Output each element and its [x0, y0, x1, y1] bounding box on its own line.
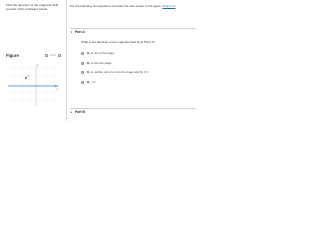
instructions	[70, 4, 190, 8]
figure-link[interactable]: (Figure 1)	[162, 4, 176, 8]
axis-y-label: y	[37, 64, 39, 67]
option-label: $B_1$ is out of the page.	[86, 51, 115, 57]
option-label: $B_1$ is into the page.	[86, 60, 113, 66]
chevron-right-icon: ▸	[70, 109, 73, 114]
part-b-header[interactable]	[70, 108, 196, 114]
figure[interactable]	[6, 60, 60, 112]
option-label: $B_1$ is neither out of or into the page and B₁ ≠ 0.	[86, 70, 149, 76]
prev-figure-button[interactable]: ‹	[46, 55, 47, 57]
radio-button[interactable]	[81, 71, 84, 74]
radio-button[interactable]	[81, 52, 84, 55]
problem-prompt: Find the direction of the magnetic field at each of the indicated points.	[6, 3, 59, 11]
current-arrow-icon	[55, 85, 58, 88]
axis-x-label: x	[56, 88, 58, 91]
part-a-header[interactable]	[70, 28, 196, 34]
left-panel	[0, 0, 64, 121]
figure-pager	[45, 54, 61, 57]
option-label: $B_1 = 0$.	[86, 79, 97, 85]
chevron-down-icon: ▾	[70, 29, 73, 34]
figure-title: Figure	[6, 53, 19, 58]
panel-divider	[66, 0, 67, 121]
right-panel	[68, 0, 200, 121]
figure-canvas	[6, 60, 60, 112]
page	[0, 0, 200, 121]
instructions-text: For the following two questions consider the wire shown in the figure.	[70, 4, 163, 8]
point-1-label: 1	[27, 75, 29, 78]
answer-options	[81, 49, 191, 87]
option-neither[interactable]	[81, 68, 191, 78]
part-b-title: Part B	[75, 109, 85, 114]
figure-pager-label: 1 of 1	[49, 54, 56, 57]
option-zero[interactable]	[81, 78, 191, 88]
part-a-question: What is the direction of the magnetic field B₁ at Point 1?	[81, 40, 155, 44]
option-out-of-page[interactable]	[81, 49, 191, 59]
option-into-page[interactable]	[81, 59, 191, 69]
figure-grid	[8, 62, 58, 108]
part-a-title: Part A	[75, 29, 85, 34]
radio-button[interactable]	[81, 81, 84, 84]
radio-button[interactable]	[81, 62, 84, 65]
next-figure-button[interactable]: ›	[58, 55, 60, 57]
